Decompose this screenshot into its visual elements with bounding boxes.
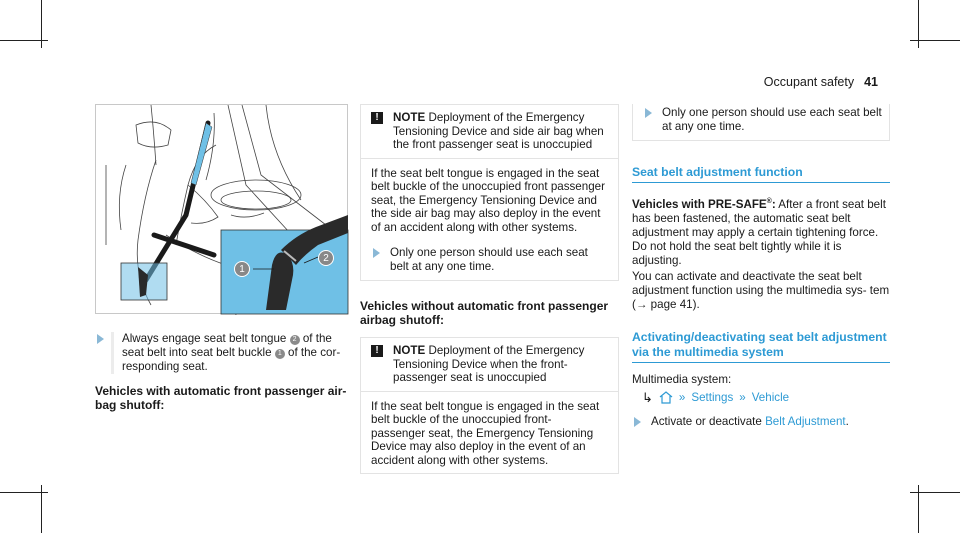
note-title: Deployment of the Emergency Tensioning Device when the front- passenger seat is unoccupied [393,344,585,384]
subheading-no-shutoff: Vehicles without automatic front passenger airbag shutoff: [360,299,609,327]
note-continuation [632,104,890,141]
instruction-step: Activate or deactivate Belt Adjustment. [632,415,890,429]
section-title: Occupant safety [763,75,855,89]
subheading-automatic-shutoff: Vehicles with automatic front passenger air- bag shutoff: [95,384,347,412]
double-chevron-icon: » [739,390,746,404]
column-right [632,104,890,429]
note-title: Deployment of the Emergency Tensioning Device and side air bag when the front passenger seat is unoccupied [393,111,604,151]
crop-mark [0,492,48,493]
callout-2-ref: 2 [290,335,300,345]
note-body: If the seat belt tongue is engaged in the seat belt buckle of the unoccupied front- passenger seat, the Emergency Tensioning Device may also deploy in the event of an accident along with other systems. [371,399,600,467]
note-label: NOTE [393,111,426,124]
crop-mark [910,492,960,493]
step-text: Activate or deactivate [651,414,762,428]
step-arrow-icon [634,417,641,427]
crop-mark [910,40,960,41]
home-icon [659,391,673,404]
note-box [360,337,619,474]
instruction-text-b: of the seat belt into seat belt buckle [122,332,332,359]
seat-belt-illustration [95,104,348,314]
menu-vehicle: Vehicle [751,390,790,404]
illustration-svg [96,105,349,315]
callout-2-marker: 2 [318,250,334,266]
pre-safe-paragraph [632,195,890,268]
callout-1-ref: 1 [275,349,285,359]
note-box [360,104,619,281]
instruction-text-c: of the cor- responding seat. [122,346,341,373]
pre-safe-label: Vehicles with PRE-SAFE®: [632,197,776,211]
step-arrow-icon [97,334,104,344]
note-bullet-text: Only one person should use each seat belt at any one time. [662,106,882,133]
note-body: If the seat belt tongue is engaged in the seat belt buckle of the unoccupied front passenger seat, the Emergency Tensioning Device and the side air bag may also deploy in the event of an accident along with other systems. [371,166,605,234]
instruction-text-a: Always engage seat belt tongue [122,332,287,345]
double-chevron-icon: » [678,390,686,404]
function-paragraph: You can activate and deactivate the seat belt adjustment function using the multimedia sys- tem (→ page 41). [632,269,890,311]
column-middle [360,104,619,474]
instruction-text [111,332,348,374]
pre-safe-text: After a front seat belt has been fastened, the automatic seat belt adjustment may apply a certain tightening force. Do not hold the seat belt tightly while it is adjusting. [632,197,886,267]
return-arrow-icon: ↳ [642,389,653,405]
menu-path-label: Multimedia system: [632,372,732,386]
warning-icon: ! [371,345,383,357]
running-header [764,75,878,89]
note-bullet-text: Only one person should use each seat belt at any one time. [390,246,588,273]
warning-icon: ! [371,112,383,124]
note-bullet [633,106,889,134]
crop-mark [0,40,48,41]
instruction-step [95,332,348,374]
column-left [95,104,348,412]
menu-settings: Settings [691,390,734,404]
section-heading-activating: Activating/deactivating seat belt adjustment via the multimedia system [632,330,890,363]
page-number: 41 [864,75,878,89]
menu-path [632,391,890,405]
callout-1-marker: 1 [234,261,250,277]
note-label: NOTE [393,344,426,357]
note-bullet [371,246,608,274]
bullet-arrow-icon [373,248,380,258]
section-heading-adjustment: Seat belt adjustment function [632,165,890,183]
belt-adjustment-option: Belt Adjustment [765,414,846,428]
bullet-arrow-icon [645,108,652,118]
